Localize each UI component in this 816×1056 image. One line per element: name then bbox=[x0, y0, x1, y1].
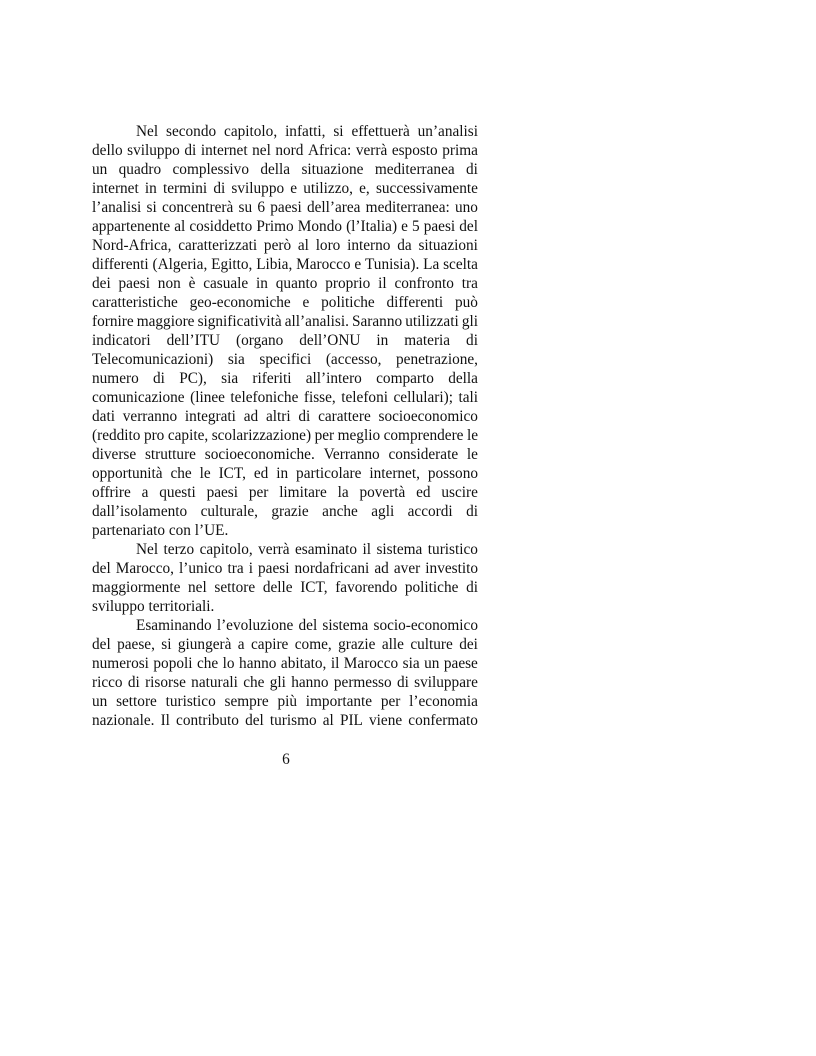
paragraph-2 bbox=[92, 540, 478, 616]
text-line: l’analisi si concentrerà su 6 paesi dell’area mediterranea: uno bbox=[92, 199, 478, 216]
text-line: un quadro complessivo della situazione mediterranea di bbox=[92, 161, 478, 178]
text-line: caratteristiche geo-economiche e politiche differenti può bbox=[92, 294, 478, 311]
paragraph-1 bbox=[92, 122, 478, 540]
text-line: ricco di risorse naturali che gli hanno permesso di sviluppare bbox=[92, 674, 478, 691]
text-line: comunicazione (linee telefoniche fisse, telefoni cellulari); tali bbox=[92, 389, 478, 406]
text-line: internet in termini di sviluppo e utilizzo, e, successivamente bbox=[92, 180, 478, 197]
text-line: del Marocco, l’unico tra i paesi nordafricani ad aver investito bbox=[92, 560, 478, 577]
text-line: maggiormente nel settore delle ICT, favorendo politiche di bbox=[92, 579, 478, 596]
document-body bbox=[92, 122, 478, 730]
text-line: numerosi popoli che lo hanno abitato, il Marocco sia un paese bbox=[92, 655, 478, 672]
text-line: del paese, si giungerà a capire come, grazie alle culture dei bbox=[92, 636, 478, 653]
text-line: dei paesi non è casuale in quanto proprio il confronto tra bbox=[92, 275, 478, 292]
paragraph-3 bbox=[92, 616, 478, 730]
page-number: 6 bbox=[282, 751, 290, 768]
text-line: dello sviluppo di internet nel nord Africa: verrà esposto prima bbox=[92, 142, 478, 159]
text-line: Nel terzo capitolo, verrà esaminato il sistema turistico bbox=[136, 541, 478, 558]
text-line: (reddito pro capite, scolarizzazione) per meglio comprendere le bbox=[92, 427, 478, 444]
text-line: Esaminando l’evoluzione del sistema socio-economico bbox=[136, 617, 478, 634]
text-line: numero di PC), sia riferiti all’intero comparto della bbox=[92, 370, 478, 387]
text-line: un settore turistico sempre più importante per l’economia bbox=[92, 693, 478, 710]
text-line: indicatori dell’ITU (organo dell’ONU in materia di bbox=[92, 332, 478, 349]
text-line: diverse strutture socioeconomiche. Verranno considerate le bbox=[92, 446, 478, 463]
text-line: appartenente al cosiddetto Primo Mondo (l’Italia) e 5 paesi del bbox=[92, 218, 478, 235]
text-line: offrire a questi paesi per limitare la povertà ed uscire bbox=[92, 484, 478, 501]
text-line: Nord-Africa, caratterizzati però al loro interno da situazioni bbox=[92, 237, 478, 254]
text-line: Telecomunicazioni) sia specifici (accesso, penetrazione, bbox=[92, 351, 478, 368]
text-line: Nel secondo capitolo, infatti, si effettuerà un’analisi bbox=[136, 123, 478, 140]
text-line: dall’isolamento culturale, grazie anche agli accordi di bbox=[92, 503, 478, 520]
text-line: partenariato con l’UE. bbox=[92, 522, 229, 539]
text-line: opportunità che le ICT, ed in particolare internet, possono bbox=[92, 465, 478, 482]
text-line: dati verranno integrati ad altri di carattere socioeconomico bbox=[92, 408, 478, 425]
text-line: differenti (Algeria, Egitto, Libia, Marocco e Tunisia). La scelta bbox=[92, 256, 478, 273]
text-line: sviluppo territoriali. bbox=[92, 598, 215, 615]
text-line: nazionale. Il contributo del turismo al PIL viene confermato bbox=[92, 712, 478, 729]
text-line: fornire maggiore significatività all’analisi. Saranno utilizzati gli bbox=[92, 313, 478, 330]
